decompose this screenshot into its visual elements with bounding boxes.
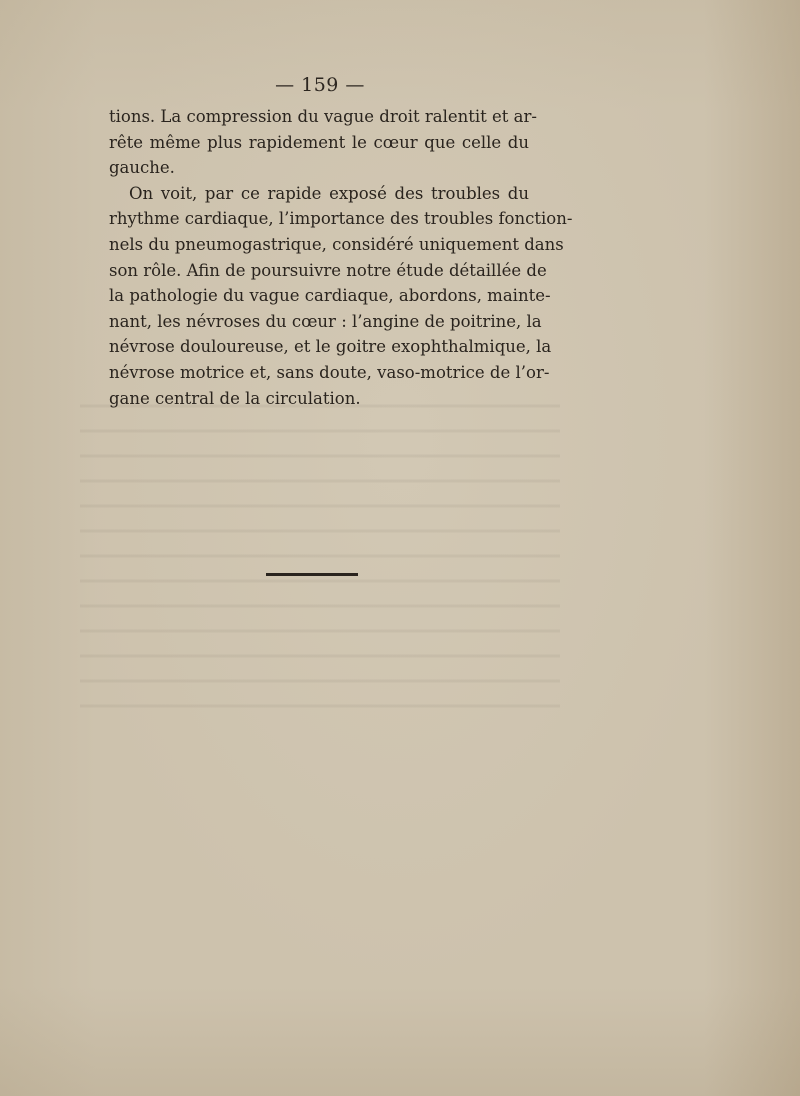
text-line: rête même plus rapidement le cœur que celle du	[109, 132, 529, 152]
section-end-rule	[266, 573, 358, 576]
text-line: gauche.	[109, 158, 175, 178]
text-line: son rôle. Afin de poursuivre notre étude détaillée de	[109, 260, 547, 280]
body-text	[109, 104, 573, 411]
text-line: tions. La compression du vague droit ralentit et ar-	[109, 107, 537, 126]
page-number: — 159 —	[275, 74, 365, 96]
text-line: gane central de la circulation.	[109, 388, 361, 408]
text-line: rhythme cardiaque, l’importance des troubles fonction-	[109, 209, 573, 229]
text-line: nels du pneumogastrique, considéré uniquement dans	[109, 234, 564, 254]
show-through-texture	[80, 390, 560, 710]
text-line: la pathologie du vague cardiaque, abordons, mainte-	[109, 286, 551, 306]
text-line: On voit, par ce rapide exposé des troubles du	[129, 183, 529, 203]
text-line: nant, les névroses du cœur : l’angine de poitrine, la	[109, 311, 542, 331]
text-line: névrose motrice et, sans doute, vaso-motrice de l’or-	[109, 362, 550, 382]
text-line: névrose douloureuse, et le goitre exophthalmique, la	[109, 337, 552, 357]
